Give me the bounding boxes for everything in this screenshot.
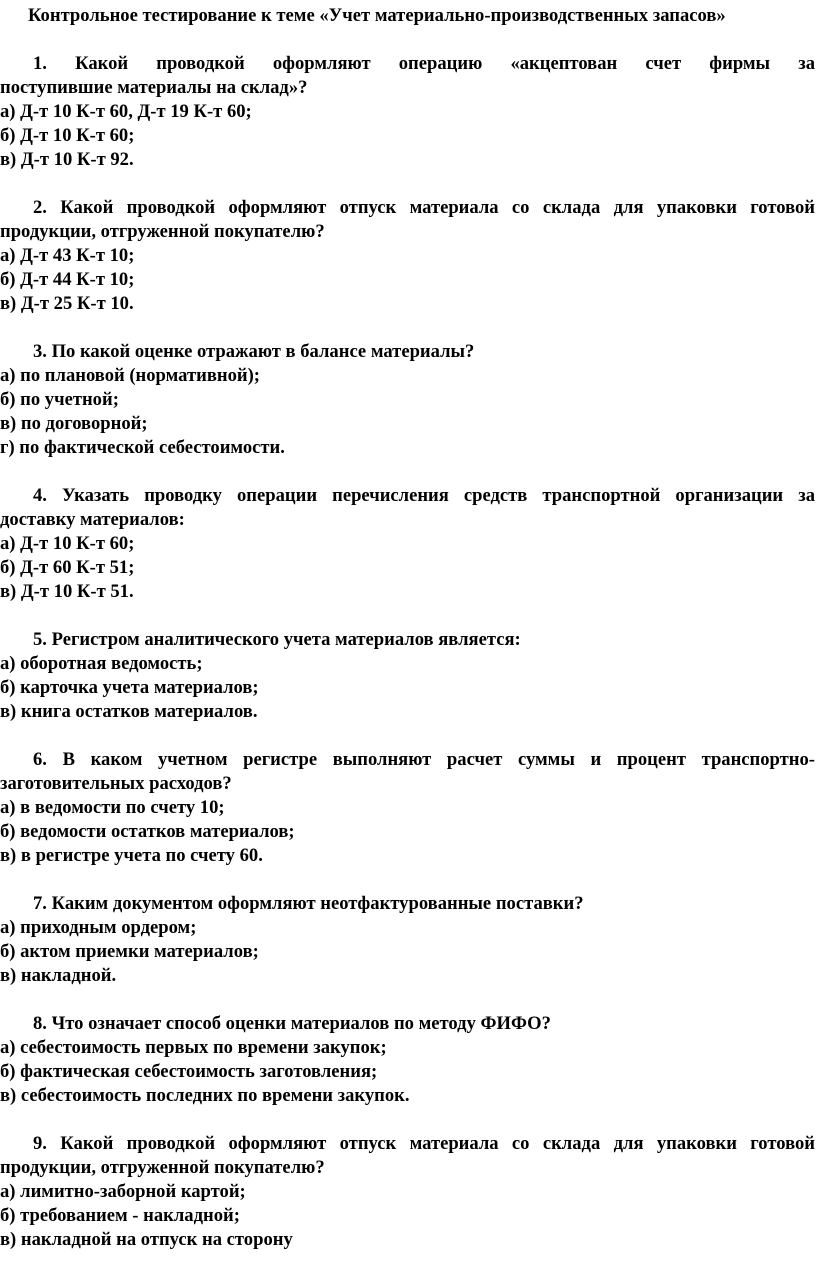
question-4-text-cont: доставку материалов:: [0, 509, 185, 530]
question-3-text: 3. По какой оценке отражают в балансе материалы?: [33, 341, 475, 362]
question-5-option-a: а) оборотная ведомость;: [0, 653, 203, 674]
question-9-option-a: а) лимитно-заборной картой;: [0, 1181, 246, 1202]
question-7-option-b: б) актом приемки материалов;: [0, 941, 259, 962]
question-5-option-c: в) книга остатков материалов.: [0, 701, 258, 722]
question-1-text-cont: поступившие материалы на склад»?: [0, 77, 308, 98]
question-3-option-b: б) по учетной;: [0, 389, 119, 410]
question-2-text: 2. Какой проводкой оформляют отпуск материала со склада для упаковки готовой: [33, 197, 815, 218]
question-6-option-c: в) в регистре учета по счету 60.: [0, 845, 263, 866]
question-6-text: 6. В каком учетном регистре выполняют расчет суммы и процент транспортно-: [33, 749, 815, 770]
question-2-text-cont: продукции, отгруженной покупателю?: [0, 221, 325, 242]
question-4-option-c: в) Д-т 10 К-т 51.: [0, 581, 134, 602]
question-2-option-a: а) Д-т 43 К-т 10;: [0, 245, 135, 266]
question-5-option-b: б) карточка учета материалов;: [0, 677, 259, 698]
question-4-option-a: а) Д-т 10 К-т 60;: [0, 533, 135, 554]
question-8-option-c: в) себестоимость последних по времени закупок.: [0, 1085, 410, 1106]
question-6-option-b: б) ведомости остатков материалов;: [0, 821, 295, 842]
question-8-text: 8. Что означает способ оценки материалов по методу ФИФО?: [33, 1013, 551, 1034]
question-8-option-b: б) фактическая себестоимость заготовления;: [0, 1061, 378, 1082]
question-1-option-b: б) Д-т 10 К-т 60;: [0, 125, 135, 146]
question-3-option-a: а) по плановой (нормативной);: [0, 365, 260, 386]
question-3-option-c: в) по договорной;: [0, 413, 148, 434]
question-7-option-a: а) приходным ордером;: [0, 917, 197, 938]
question-8-option-a: а) себестоимость первых по времени закупок;: [0, 1037, 387, 1058]
question-1-option-a: а) Д-т 10 К-т 60, Д-т 19 К-т 60;: [0, 101, 252, 122]
question-5-text: 5. Регистром аналитического учета материалов является:: [33, 629, 521, 650]
question-9-text-cont: продукции, отгруженной покупателю?: [0, 1157, 325, 1178]
question-2-option-b: б) Д-т 44 К-т 10;: [0, 269, 135, 290]
question-9-option-c: в) накладной на отпуск на сторону: [0, 1229, 293, 1250]
question-9-option-b: б) требованием - накладной;: [0, 1205, 240, 1226]
question-6-text-cont: заготовительных расходов?: [0, 773, 232, 794]
question-7-text: 7. Каким документом оформляют неотфактурованные поставки?: [33, 893, 584, 914]
question-9-text: 9. Какой проводкой оформляют отпуск материала со склада для упаковки готовой: [33, 1133, 815, 1154]
question-1-option-c: в) Д-т 10 К-т 92.: [0, 149, 134, 170]
question-1-text: 1. Какой проводкой оформляют операцию «акцептован счет фирмы за: [33, 53, 815, 74]
document-title: Контрольное тестирование к теме «Учет материально-производственных запасов»: [28, 5, 726, 26]
question-7-option-c: в) накладной.: [0, 965, 117, 986]
question-3-option-d: г) по фактической себестоимости.: [0, 437, 285, 458]
question-2-option-c: в) Д-т 25 К-т 10.: [0, 293, 134, 314]
question-6-option-a: а) в ведомости по счету 10;: [0, 797, 225, 818]
question-4-option-b: б) Д-т 60 К-т 51;: [0, 557, 135, 578]
question-4-text: 4. Указать проводку операции перечисления средств транспортной организации за: [33, 485, 815, 506]
